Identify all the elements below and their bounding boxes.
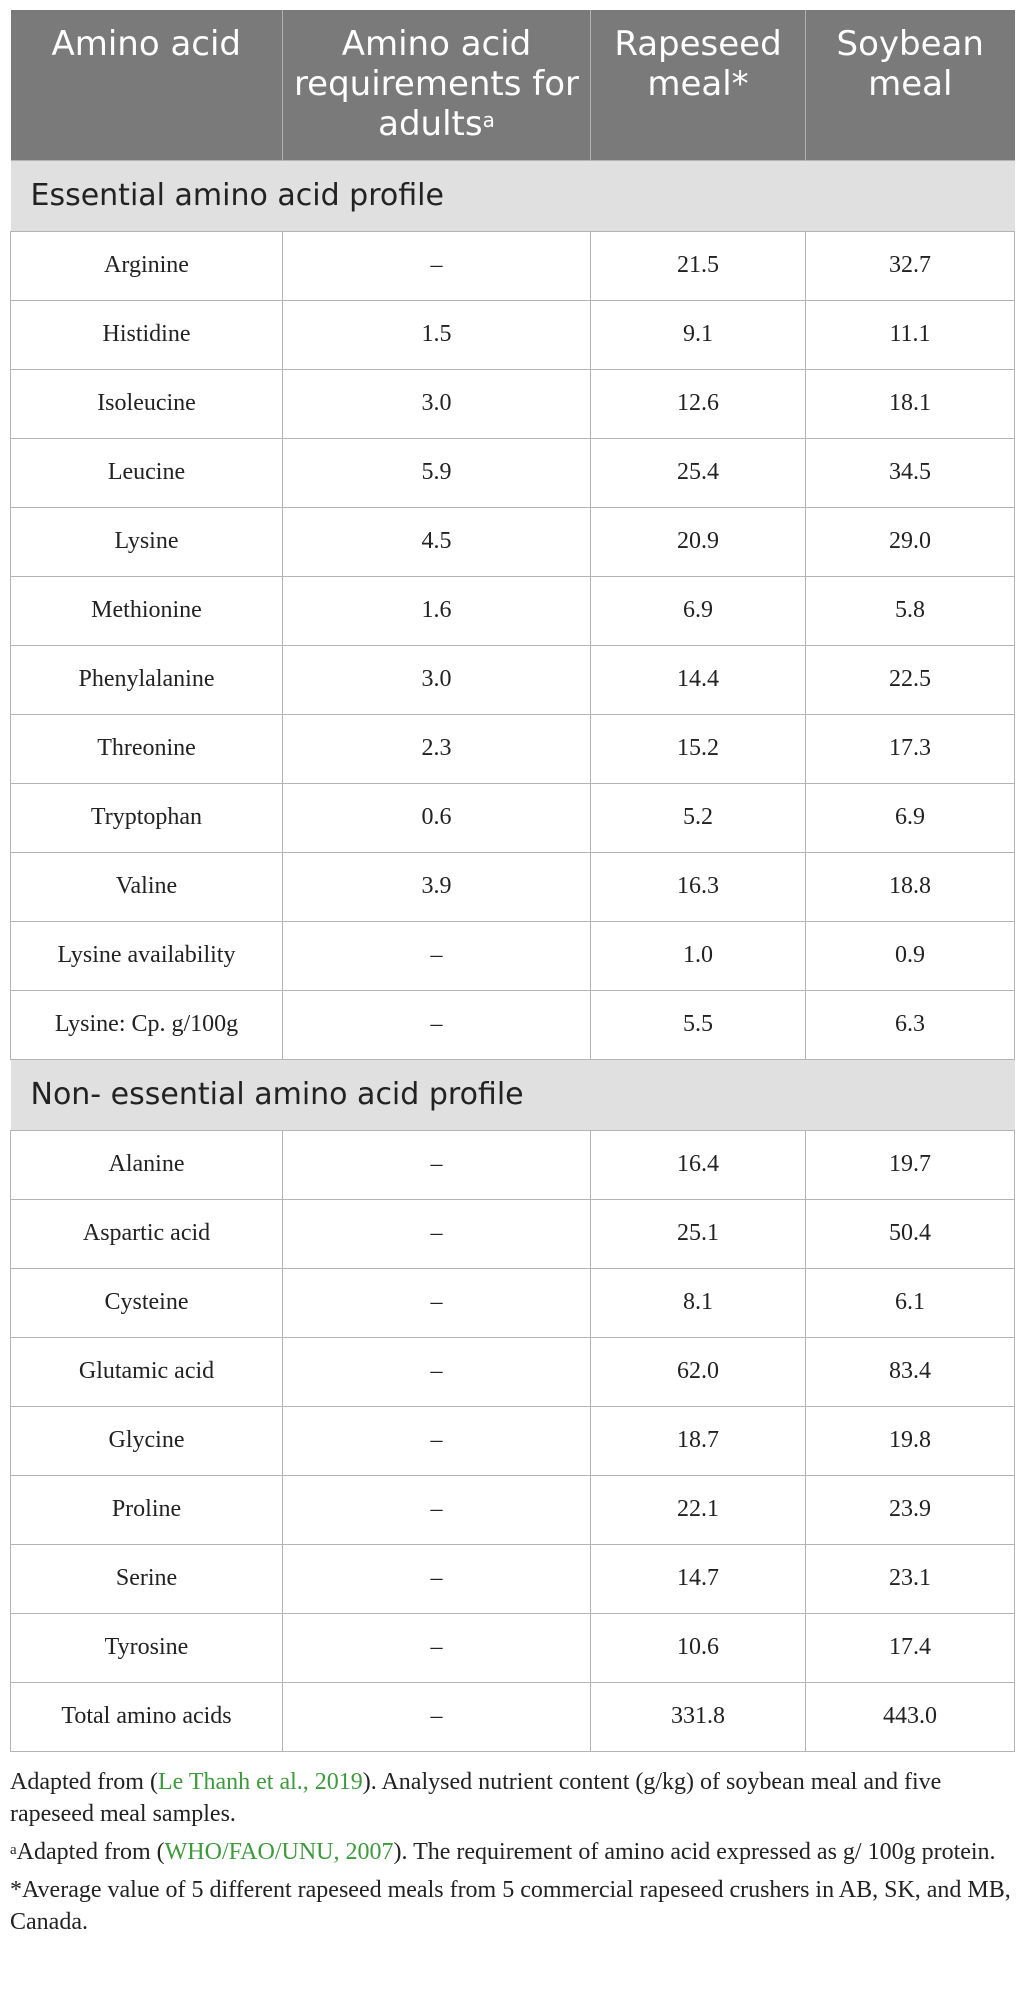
cell-amino-acid: Lysine: Cp. g/100g xyxy=(11,990,283,1059)
table-row xyxy=(11,783,1015,852)
section-nonessential xyxy=(11,1059,1015,1130)
cell-soybean: 32.7 xyxy=(806,231,1015,300)
table-row xyxy=(11,1337,1015,1406)
table-row xyxy=(11,852,1015,921)
cell-amino-acid: Glutamic acid xyxy=(11,1337,283,1406)
amino-acid-table xyxy=(10,10,1015,1752)
cell-soybean: 17.4 xyxy=(806,1613,1015,1682)
table-row xyxy=(11,300,1015,369)
cell-amino-acid: Valine xyxy=(11,852,283,921)
table-row xyxy=(11,1406,1015,1475)
cell-amino-acid: Aspartic acid xyxy=(11,1199,283,1268)
cell-rapeseed: 5.5 xyxy=(591,990,806,1059)
cell-amino-acid: Serine xyxy=(11,1544,283,1613)
cell-requirement: – xyxy=(283,1544,591,1613)
cell-requirement: 0.6 xyxy=(283,783,591,852)
cell-requirement: – xyxy=(283,1613,591,1682)
cell-soybean: 29.0 xyxy=(806,507,1015,576)
table-footnotes xyxy=(10,1766,1014,1938)
cell-soybean: 19.8 xyxy=(806,1406,1015,1475)
cell-soybean: 6.3 xyxy=(806,990,1015,1059)
cell-amino-acid: Proline xyxy=(11,1475,283,1544)
cell-requirement: 3.9 xyxy=(283,852,591,921)
cell-soybean: 6.1 xyxy=(806,1268,1015,1337)
cell-soybean: 18.1 xyxy=(806,369,1015,438)
cell-requirement: – xyxy=(283,1337,591,1406)
footnote-a: $^a$Adapted from (WHO/FAO/UNU, 2007). The requirement of amino acid expressed as g/ 100g protein. xyxy=(10,1838,996,1865)
cell-rapeseed: 9.1 xyxy=(591,300,806,369)
cell-amino-acid: Total amino acids xyxy=(11,1682,283,1751)
cell-soybean: 17.3 xyxy=(806,714,1015,783)
cell-rapeseed: 8.1 xyxy=(591,1268,806,1337)
cell-soybean: 23.1 xyxy=(806,1544,1015,1613)
cell-amino-acid: Phenylalanine xyxy=(11,645,283,714)
cell-amino-acid: Histidine xyxy=(11,300,283,369)
cell-rapeseed: 1.0 xyxy=(591,921,806,990)
table-row xyxy=(11,1613,1015,1682)
cell-rapeseed: 20.9 xyxy=(591,507,806,576)
cell-rapeseed: 10.6 xyxy=(591,1613,806,1682)
cell-rapeseed: 331.8 xyxy=(591,1682,806,1751)
section-label: Essential amino acid profile xyxy=(11,160,1015,231)
table-row xyxy=(11,1130,1015,1199)
cell-requirement: – xyxy=(283,1199,591,1268)
cell-requirement: – xyxy=(283,1682,591,1751)
cell-requirement: 1.6 xyxy=(283,576,591,645)
cell-rapeseed: 22.1 xyxy=(591,1475,806,1544)
cell-rapeseed: 12.6 xyxy=(591,369,806,438)
header-rapeseed: Rapeseed meal* xyxy=(591,10,806,160)
cell-soybean: 11.1 xyxy=(806,300,1015,369)
table-row xyxy=(11,1268,1015,1337)
cell-requirement: – xyxy=(283,231,591,300)
cell-amino-acid: Lysine availability xyxy=(11,921,283,990)
table-row xyxy=(11,921,1015,990)
table-header-row xyxy=(11,10,1015,160)
cell-rapeseed: 16.3 xyxy=(591,852,806,921)
cell-rapeseed: 14.4 xyxy=(591,645,806,714)
table-row xyxy=(11,714,1015,783)
cell-amino-acid: Isoleucine xyxy=(11,369,283,438)
cell-rapeseed: 16.4 xyxy=(591,1130,806,1199)
cell-soybean: 19.7 xyxy=(806,1130,1015,1199)
cell-rapeseed: 15.2 xyxy=(591,714,806,783)
cell-soybean: 22.5 xyxy=(806,645,1015,714)
cell-amino-acid: Arginine xyxy=(11,231,283,300)
cell-amino-acid: Tryptophan xyxy=(11,783,283,852)
cell-amino-acid: Methionine xyxy=(11,576,283,645)
cell-requirement: – xyxy=(283,1130,591,1199)
cell-rapeseed: 6.9 xyxy=(591,576,806,645)
cell-amino-acid: Threonine xyxy=(11,714,283,783)
cell-soybean: 18.8 xyxy=(806,852,1015,921)
cell-requirement: 2.3 xyxy=(283,714,591,783)
header-soybean: Soybean meal xyxy=(806,10,1015,160)
cell-rapeseed: 18.7 xyxy=(591,1406,806,1475)
citation-link-who[interactable]: WHO/FAO/UNU, 2007 xyxy=(164,1838,394,1865)
citation-link-le-thanh[interactable]: Le Thanh et al., 2019 xyxy=(157,1768,363,1795)
table-row xyxy=(11,231,1015,300)
cell-soybean: 83.4 xyxy=(806,1337,1015,1406)
cell-soybean: 23.9 xyxy=(806,1475,1015,1544)
table-row xyxy=(11,645,1015,714)
section-essential xyxy=(11,160,1015,231)
table-row xyxy=(11,1475,1015,1544)
cell-requirement: 3.0 xyxy=(283,645,591,714)
cell-requirement: – xyxy=(283,990,591,1059)
cell-amino-acid: Cysteine xyxy=(11,1268,283,1337)
cell-rapeseed: 14.7 xyxy=(591,1544,806,1613)
cell-requirement: – xyxy=(283,1406,591,1475)
table-row xyxy=(11,1199,1015,1268)
cell-requirement: – xyxy=(283,921,591,990)
cell-rapeseed: 21.5 xyxy=(591,231,806,300)
cell-rapeseed: 25.4 xyxy=(591,438,806,507)
cell-amino-acid: Alanine xyxy=(11,1130,283,1199)
cell-soybean: 5.8 xyxy=(806,576,1015,645)
cell-requirement: 5.9 xyxy=(283,438,591,507)
table-row xyxy=(11,438,1015,507)
cell-rapeseed: 62.0 xyxy=(591,1337,806,1406)
table-row xyxy=(11,1544,1015,1613)
table-row xyxy=(11,507,1015,576)
cell-requirement: 1.5 xyxy=(283,300,591,369)
table-row xyxy=(11,369,1015,438)
table-body xyxy=(11,160,1015,1751)
footnote-marker-a: a xyxy=(482,108,495,132)
cell-amino-acid: Leucine xyxy=(11,438,283,507)
cell-rapeseed: 25.1 xyxy=(591,1199,806,1268)
cell-requirement: 3.0 xyxy=(283,369,591,438)
cell-requirement: – xyxy=(283,1268,591,1337)
cell-soybean: 50.4 xyxy=(806,1199,1015,1268)
footnote-asterisk: *Average value of 5 different rapeseed meals from 5 commercial rapeseed crushers in AB, SK, and MB, Canada. xyxy=(10,1876,1011,1935)
table-row xyxy=(11,1682,1015,1751)
cell-requirement: – xyxy=(283,1475,591,1544)
cell-rapeseed: 5.2 xyxy=(591,783,806,852)
table-row xyxy=(11,576,1015,645)
cell-soybean: 34.5 xyxy=(806,438,1015,507)
cell-amino-acid: Lysine xyxy=(11,507,283,576)
header-requirements: Amino acid requirements for adults$^a$ xyxy=(283,10,591,160)
cell-requirement: 4.5 xyxy=(283,507,591,576)
cell-soybean: 6.9 xyxy=(806,783,1015,852)
cell-soybean: 443.0 xyxy=(806,1682,1015,1751)
cell-amino-acid: Glycine xyxy=(11,1406,283,1475)
cell-soybean: 0.9 xyxy=(806,921,1015,990)
header-amino-acid: Amino acid xyxy=(11,10,283,160)
footnote-source: Adapted from (Le Thanh et al., 2019). Analysed nutrient content (g/kg) of soybean meal and five rapeseed meal samples. xyxy=(10,1768,942,1827)
table-row xyxy=(11,990,1015,1059)
section-label: Non- essential amino acid profile xyxy=(11,1059,1015,1130)
cell-amino-acid: Tyrosine xyxy=(11,1613,283,1682)
table-container xyxy=(10,10,1014,1944)
